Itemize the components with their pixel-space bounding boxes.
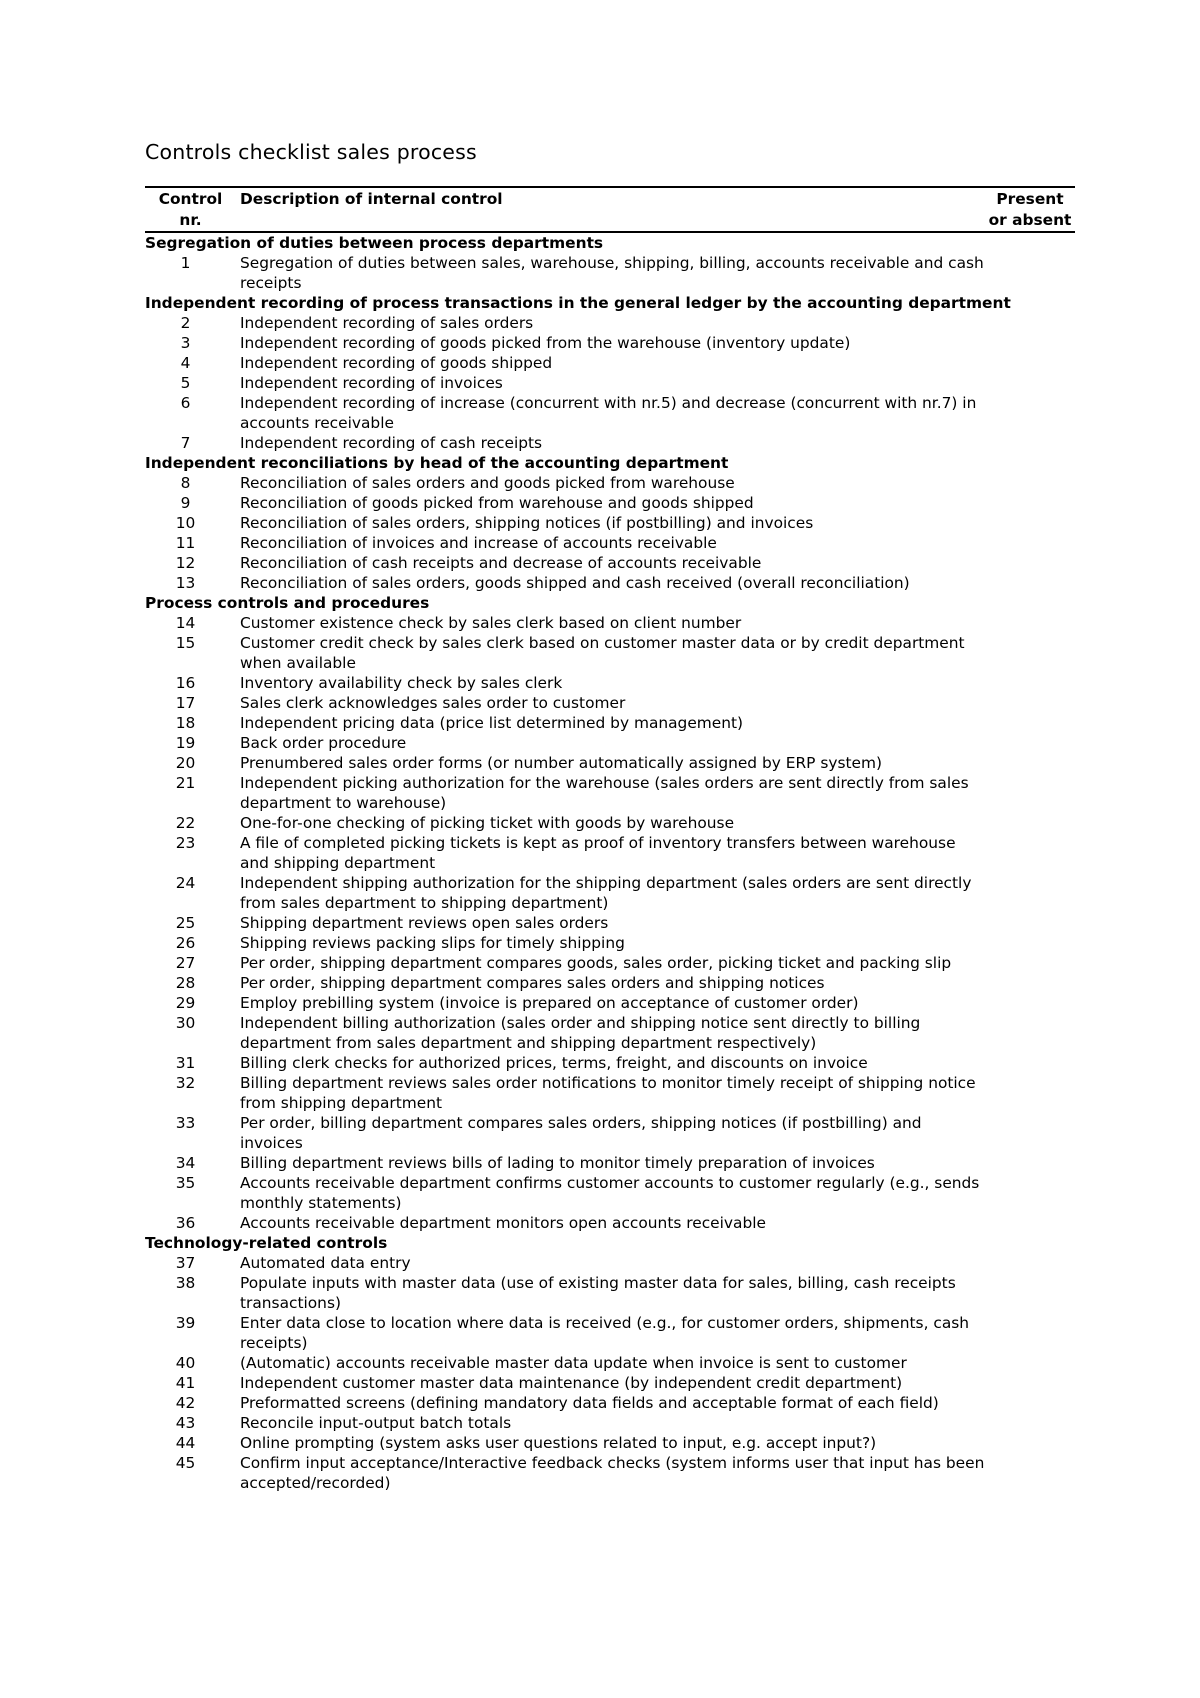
control-number: 3: [180, 334, 191, 352]
table-row: [145, 833, 1075, 873]
present-or-absent-cell[interactable]: [985, 933, 1075, 953]
header-control-nr: Control nr.: [158, 190, 223, 229]
control-number: 34: [175, 1154, 196, 1172]
control-number: 22: [175, 814, 196, 832]
control-number: 5: [180, 374, 191, 392]
control-number: 8: [180, 474, 191, 492]
present-or-absent-cell[interactable]: [985, 353, 1075, 373]
present-or-absent-cell[interactable]: [985, 1313, 1075, 1353]
controls-table: [145, 186, 1075, 1493]
section-header-row: [145, 232, 1075, 253]
control-number: 27: [175, 954, 196, 972]
table-row: [145, 253, 1075, 293]
table-row: [145, 353, 1075, 373]
control-number: 26: [175, 934, 196, 952]
control-description: Per order, shipping department compares sales orders and shipping notices: [240, 974, 825, 992]
control-description: Independent billing authorization (sales order and shipping notice sent directly to billing department from sales department and shipping department respectively): [240, 1014, 921, 1052]
table-row: [145, 1153, 1075, 1173]
control-number: 39: [175, 1314, 196, 1332]
section-header-row: [145, 1233, 1075, 1253]
table-row: [145, 933, 1075, 953]
control-description: Independent recording of goods picked from the warehouse (inventory update): [240, 334, 851, 352]
table-row: [145, 333, 1075, 353]
control-description: Reconciliation of invoices and increase of accounts receivable: [240, 534, 717, 552]
section-header-row: [145, 453, 1075, 473]
table-row: [145, 533, 1075, 553]
section-title: Independent recording of process transactions in the general ledger by the accounting department: [145, 294, 1011, 312]
present-or-absent-cell[interactable]: [985, 833, 1075, 873]
present-or-absent-cell[interactable]: [985, 393, 1075, 433]
page-title: Controls checklist sales process: [145, 140, 477, 164]
control-number: 6: [180, 394, 191, 412]
control-description: Independent shipping authorization for the shipping department (sales orders are sent directly from sales department to shipping department): [240, 874, 972, 912]
control-number: 20: [175, 754, 196, 772]
control-number: 28: [175, 974, 196, 992]
present-or-absent-cell[interactable]: [985, 1373, 1075, 1393]
table-row: [145, 433, 1075, 453]
control-description: Independent recording of invoices: [240, 374, 503, 392]
control-number: 45: [175, 1454, 196, 1472]
control-number: 10: [175, 514, 196, 532]
table-row: [145, 673, 1075, 693]
control-description: Reconciliation of goods picked from warehouse and goods shipped: [240, 494, 754, 512]
present-or-absent-cell[interactable]: [985, 1213, 1075, 1233]
control-description: Online prompting (system asks user questions related to input, e.g. accept input?): [240, 1434, 877, 1452]
control-description: Automated data entry: [240, 1254, 411, 1272]
table-row: [145, 1213, 1075, 1233]
table-row: [145, 813, 1075, 833]
present-or-absent-cell[interactable]: [985, 913, 1075, 933]
present-or-absent-cell[interactable]: [985, 1253, 1075, 1273]
present-or-absent-cell[interactable]: [985, 513, 1075, 533]
present-or-absent-cell[interactable]: [985, 573, 1075, 593]
control-description: Independent recording of goods shipped: [240, 354, 553, 372]
present-or-absent-cell[interactable]: [985, 1353, 1075, 1373]
control-number: 2: [180, 314, 191, 332]
present-or-absent-cell[interactable]: [985, 953, 1075, 973]
control-description: Reconciliation of sales orders and goods picked from warehouse: [240, 474, 735, 492]
control-number: 21: [175, 774, 196, 792]
table-row: [145, 713, 1075, 733]
present-or-absent-cell[interactable]: [985, 1413, 1075, 1433]
table-row: [145, 1413, 1075, 1433]
control-number: 35: [175, 1174, 196, 1192]
table-row: [145, 693, 1075, 713]
control-description: Reconciliation of sales orders, shipping notices (if postbilling) and invoices: [240, 514, 814, 532]
control-number: 17: [175, 694, 196, 712]
section-title: Technology-related controls: [145, 1234, 388, 1252]
section-title: Process controls and procedures: [145, 594, 430, 612]
control-number: 42: [175, 1394, 196, 1412]
table-row: [145, 1053, 1075, 1073]
table-row: [145, 313, 1075, 333]
control-description: Per order, shipping department compares goods, sales order, picking ticket and packing slip: [240, 954, 952, 972]
control-description: (Automatic) accounts receivable master data update when invoice is sent to customer: [240, 1354, 907, 1372]
control-number: 31: [175, 1054, 196, 1072]
control-number: 32: [175, 1074, 196, 1092]
present-or-absent-cell[interactable]: [985, 333, 1075, 353]
table-row: [145, 953, 1075, 973]
header-present-or-absent: Present or absent: [988, 190, 1072, 229]
present-or-absent-cell[interactable]: [985, 1013, 1075, 1053]
control-description: Reconcile input-output batch totals: [240, 1414, 512, 1432]
control-number: 36: [175, 1214, 196, 1232]
present-or-absent-cell[interactable]: [985, 813, 1075, 833]
control-description: Reconciliation of cash receipts and decrease of accounts receivable: [240, 554, 762, 572]
control-number: 1: [180, 254, 191, 272]
control-description: Shipping department reviews open sales orders: [240, 914, 609, 932]
control-description: Independent customer master data maintenance (by independent credit department): [240, 1374, 903, 1392]
control-description: Accounts receivable department confirms customer accounts to customer regularly (e.g., sends monthly statements): [240, 1174, 980, 1212]
present-or-absent-cell[interactable]: [985, 973, 1075, 993]
present-or-absent-cell[interactable]: [985, 1053, 1075, 1073]
present-or-absent-cell[interactable]: [985, 553, 1075, 573]
control-number: 14: [175, 614, 196, 632]
table-row: [145, 1393, 1075, 1413]
section-title: Independent reconciliations by head of the accounting department: [145, 454, 729, 472]
table-row: [145, 1113, 1075, 1153]
section-header-row: [145, 593, 1075, 613]
control-description: Independent recording of increase (concurrent with nr.5) and decrease (concurrent with nr.7) in accounts receivable: [240, 394, 977, 432]
present-or-absent-cell[interactable]: [985, 1453, 1075, 1493]
control-description: Billing department reviews sales order notifications to monitor timely receipt of shipping notice from shipping department: [240, 1074, 976, 1112]
section-title: Segregation of duties between process departments: [145, 234, 604, 252]
control-description: Employ prebilling system (invoice is prepared on acceptance of customer order): [240, 994, 859, 1012]
control-number: 38: [175, 1274, 196, 1292]
control-description: Enter data close to location where data is received (e.g., for customer orders, shipments, cash receipts): [240, 1314, 970, 1352]
control-description: One-for-one checking of picking ticket with goods by warehouse: [240, 814, 735, 832]
table-row: [145, 393, 1075, 433]
control-number: 40: [175, 1354, 196, 1372]
table-row: [145, 733, 1075, 753]
control-description: Billing department reviews bills of lading to monitor timely preparation of invoices: [240, 1154, 875, 1172]
table-row: [145, 873, 1075, 913]
present-or-absent-cell[interactable]: [985, 633, 1075, 673]
present-or-absent-cell[interactable]: [985, 733, 1075, 753]
control-description: Independent recording of cash receipts: [240, 434, 543, 452]
present-or-absent-cell[interactable]: [985, 613, 1075, 633]
control-description: Preformatted screens (defining mandatory data fields and acceptable format of each field): [240, 1394, 939, 1412]
control-number: 30: [175, 1014, 196, 1032]
control-number: 12: [175, 554, 196, 572]
table-row: [145, 1453, 1075, 1493]
present-or-absent-cell[interactable]: [985, 993, 1075, 1013]
control-description: Reconciliation of sales orders, goods shipped and cash received (overall reconciliation): [240, 574, 910, 592]
document-page: [145, 140, 1075, 1493]
control-number: 13: [175, 574, 196, 592]
present-or-absent-cell[interactable]: [985, 533, 1075, 553]
control-description: Billing clerk checks for authorized prices, terms, freight, and discounts on invoice: [240, 1054, 868, 1072]
present-or-absent-cell[interactable]: [985, 773, 1075, 813]
control-description: A file of completed picking tickets is kept as proof of inventory transfers between warehouse and shipping department: [240, 834, 956, 872]
present-or-absent-cell[interactable]: [985, 1273, 1075, 1313]
present-or-absent-cell[interactable]: [985, 753, 1075, 773]
table-row: [145, 1073, 1075, 1113]
control-number: 25: [175, 914, 196, 932]
present-or-absent-cell[interactable]: [985, 1173, 1075, 1213]
control-number: 18: [175, 714, 196, 732]
present-or-absent-cell[interactable]: [985, 473, 1075, 493]
table-row: [145, 753, 1075, 773]
control-number: 41: [175, 1374, 196, 1392]
table-row: [145, 553, 1075, 573]
table-row: [145, 1273, 1075, 1313]
table-row: [145, 973, 1075, 993]
present-or-absent-cell[interactable]: [985, 373, 1075, 393]
present-or-absent-cell[interactable]: [985, 693, 1075, 713]
control-number: 44: [175, 1434, 196, 1452]
table-header-row: [145, 187, 1075, 232]
table-row: [145, 1173, 1075, 1213]
table-row: [145, 373, 1075, 393]
present-or-absent-cell[interactable]: [985, 1393, 1075, 1413]
table-row: [145, 993, 1075, 1013]
control-number: 16: [175, 674, 196, 692]
control-description: Independent recording of sales orders: [240, 314, 534, 332]
present-or-absent-cell[interactable]: [985, 673, 1075, 693]
table-row: [145, 473, 1075, 493]
present-or-absent-cell[interactable]: [985, 1433, 1075, 1453]
control-description: Customer credit check by sales clerk based on customer master data or by credit department when available: [240, 634, 965, 672]
section-header-row: [145, 293, 1075, 313]
present-or-absent-cell[interactable]: [985, 1113, 1075, 1153]
table-row: [145, 1353, 1075, 1373]
control-description: Per order, billing department compares sales orders, shipping notices (if postbilling) and invoices: [240, 1114, 922, 1152]
table-row: [145, 913, 1075, 933]
control-description: Confirm input acceptance/Interactive feedback checks (system informs user that input has been accepted/recorded): [240, 1454, 985, 1492]
table-row: [145, 1373, 1075, 1393]
control-description: Back order procedure: [240, 734, 407, 752]
control-description: Inventory availability check by sales clerk: [240, 674, 563, 692]
control-description: Independent pricing data (price list determined by management): [240, 714, 744, 732]
control-description: Populate inputs with master data (use of existing master data for sales, billing, cash receipts transactions): [240, 1274, 956, 1312]
control-number: 7: [180, 434, 191, 452]
control-description: Sales clerk acknowledges sales order to customer: [240, 694, 626, 712]
control-number: 15: [175, 634, 196, 652]
control-number: 43: [175, 1414, 196, 1432]
present-or-absent-cell[interactable]: [985, 493, 1075, 513]
table-row: [145, 493, 1075, 513]
control-description: Segregation of duties between sales, warehouse, shipping, billing, accounts receivable and cash receipts: [240, 254, 984, 292]
present-or-absent-cell[interactable]: [985, 253, 1075, 293]
control-number: 33: [175, 1114, 196, 1132]
present-or-absent-cell[interactable]: [985, 1153, 1075, 1173]
control-number: 23: [175, 834, 196, 852]
present-or-absent-cell[interactable]: [985, 1073, 1075, 1113]
control-number: 4: [180, 354, 191, 372]
table-body: [145, 232, 1075, 1493]
control-number: 19: [175, 734, 196, 752]
control-description: Prenumbered sales order forms (or number automatically assigned by ERP system): [240, 754, 882, 772]
table-row: [145, 633, 1075, 673]
control-number: 29: [175, 994, 196, 1012]
present-or-absent-cell[interactable]: [985, 873, 1075, 913]
control-number: 37: [175, 1254, 196, 1272]
present-or-absent-cell[interactable]: [985, 433, 1075, 453]
control-description: Independent picking authorization for the warehouse (sales orders are sent directly from sales department to warehouse): [240, 774, 969, 812]
control-description: Shipping reviews packing slips for timely shipping: [240, 934, 625, 952]
table-row: [145, 1253, 1075, 1273]
table-row: [145, 1433, 1075, 1453]
table-row: [145, 513, 1075, 533]
table-row: [145, 773, 1075, 813]
control-number: 9: [180, 494, 191, 512]
control-description: Customer existence check by sales clerk based on client number: [240, 614, 742, 632]
present-or-absent-cell[interactable]: [985, 713, 1075, 733]
table-row: [145, 613, 1075, 633]
control-number: 24: [175, 874, 196, 892]
control-number: 11: [175, 534, 196, 552]
table-row: [145, 1313, 1075, 1353]
table-row: [145, 573, 1075, 593]
header-description: Description of internal control: [240, 190, 503, 208]
present-or-absent-cell[interactable]: [985, 313, 1075, 333]
table-row: [145, 1013, 1075, 1053]
control-description: Accounts receivable department monitors open accounts receivable: [240, 1214, 766, 1232]
